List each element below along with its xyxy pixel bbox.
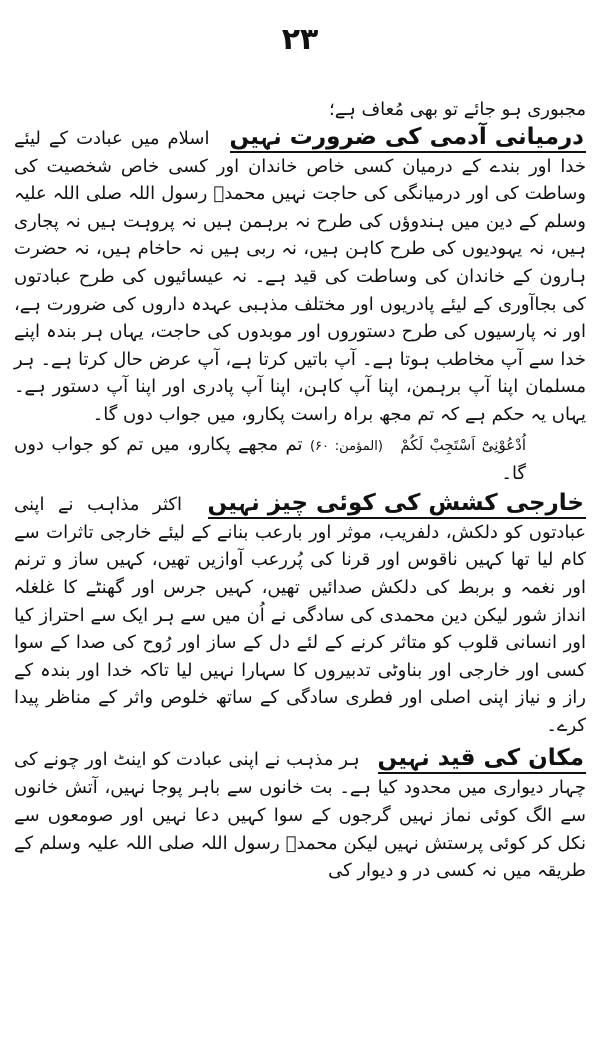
section-heading-place: مکان کی قید نہیں [378, 745, 586, 774]
section-heading-intermediary: درمیانی آدمی کی ضرورت نہیں [230, 124, 586, 153]
paragraph-place [14, 745, 586, 884]
quote-translation: تم مجھے پکارو، میں تم کو جواب دوں گا۔ [14, 433, 526, 485]
paragraph-external-appeal [14, 490, 586, 740]
quote-reference: (المؤمن: ۶۰) [309, 438, 383, 454]
paragraph-place-text: ہر مذہب نے اپنی عبادت کو اینٹ اور چونے کی چہار دیواری میں محدود کیا ہے۔ بت خانوں سے باہر پوجا نہیں، آتش خانوں سے الگ کوئی نماز نہیں گرجوں کے سوا کہیں دعا نہیں اور صومعوں سے نکل کر کوئی پرستش نہیں لیکن محمدؐ رسول اللہ صلی اللہ علیہ وسلم کے طریقہ میں نہ کسی در و دیوار کی [14, 749, 586, 882]
page-body [14, 96, 586, 885]
intro-line: مجبوری ہو جائے تو بھی مُعاف ہے؛ [328, 99, 586, 120]
paragraph-external-appeal-text: اکثر مذاہب نے اپنی عبادتوں کو دلکش، دلفریب، موثر اور بارعب بنانے کے لیئے خارجی تاثرات سے کام لیا تھا کہیں ناقوس اور قرنا کی پُررعب آوازیں تھیں، کہیں ساز و ترنم اور نغمہ و بربط کی دلکش صدائیں تھیں، کہیں جرس اور گھنٹے کا غلغلہ انداز شور لیکن دین محمدی کی سادگی نے اُن میں سے ہر ایک سے احتراز کیا اور انسانی قلوب کو متاثر کرنے کے لئے دل کے ساز اور رُوح کی صدا کے سوا کسی اور خارجی اور بناوٹی تدبیروں کا سہارا نہیں لیا تاکہ خدا اور بندہ کے راز و نیاز اپنی اصلی اور فطری سادگی کے ساتھ خلوص واثر کے مناظر پیدا کرے۔ [14, 493, 586, 736]
paragraph-intermediary-text: اسلام میں عبادت کے لیئے خدا اور بندے کے درمیان کسی خاص خاندان اور کسی خاص شخصیت کی وساطت کی اور درمیانگی کی حاجت نہیں محمدؐ رسول اللہ صلی اللہ علیہ وسلم کے دین میں ہندوؤں کی طرح نہ برہمن ہیں نہ پروہت ہیں نہ پجاری ہیں، نہ یہودیوں کی طرح کاہن ہیں، نہ ربی ہیں نہ حاخام ہیں، نہ حضرت ہارون کے خاندان کی وساطت کی قید ہے۔ نہ عیسائیوں کی طرح عبادتوں کی بجاآوری کے لیئے پادریوں اور مختلف مذہبی عہدہ داروں کی ضرورت ہے، اور نہ پارسیوں کی طرح دستوروں اور موبدوں کی حاجت، یہاں ہر بندہ اپنے خدا سے آپ مخاطب ہوتا ہے۔ آپ باتیں کرتا ہے، آپ عرض حال کرتا ہے۔ ہر مسلمان اپنا آپ برہمن، اپنا آپ کاہن، اپنا آپ پادری اور اپنا آپ دستور ہے۔ یہاں یہ حکم ہے کہ تم مجھ براہ راست پکارو، میں جواب دوں گا۔ [14, 127, 586, 425]
quran-quote [14, 431, 586, 488]
page-number: ۲۳ [281, 22, 319, 57]
paragraph-intermediary [14, 124, 586, 429]
section-heading-external-appeal: خارجی کشش کی کوئی چیز نہیں [208, 490, 586, 519]
quote-arabic: اُدْعُوْنِیْٓ اَسْتَجِبْ لَکُمْ [400, 435, 526, 454]
